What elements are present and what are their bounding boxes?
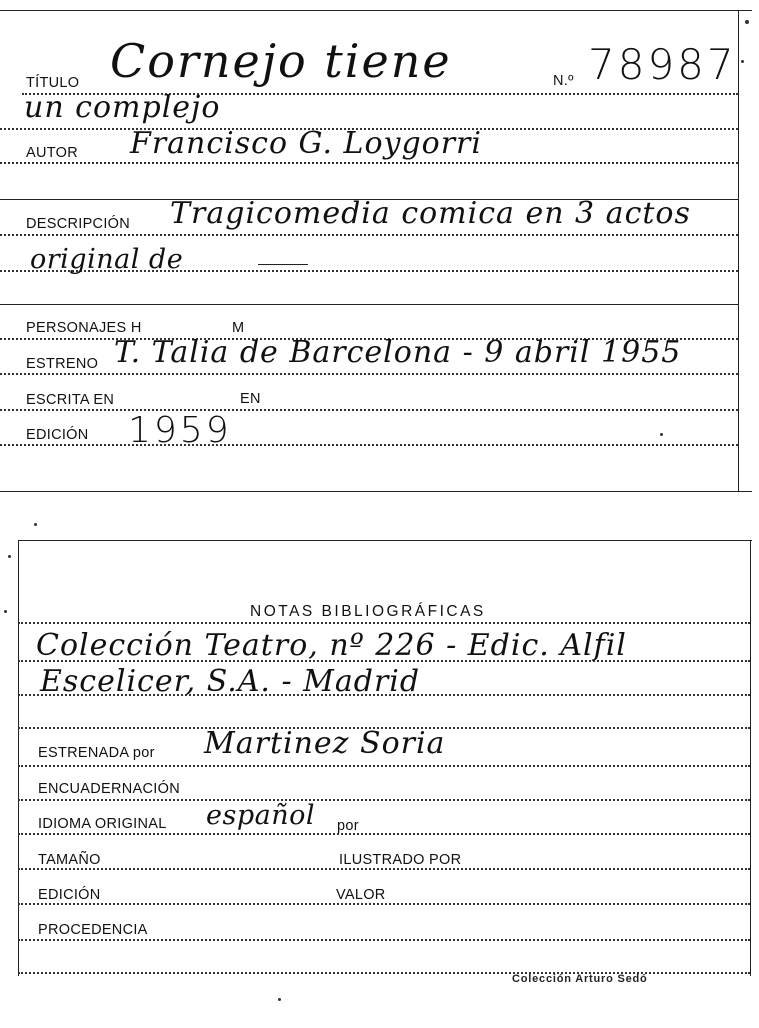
idioma-label: IDIOMA ORIGINAL — [38, 816, 167, 832]
estreno-value: T. Talia de Barcelona - 9 abril 1955 — [114, 335, 682, 370]
rule-line — [0, 162, 738, 164]
escrita-en-label: EN — [240, 391, 261, 407]
notas-line-1: Colección Teatro, nº 226 - Edic. Alfil — [36, 628, 627, 663]
notas-heading: NOTAS BIBLIOGRÁFICAS — [250, 603, 486, 620]
procedencia-label: PROCEDENCIA — [38, 922, 148, 938]
autor-label: AUTOR — [26, 145, 78, 161]
edicion-value: 1959 — [128, 410, 232, 451]
idioma-value: español — [206, 800, 315, 831]
scan-speck — [34, 523, 37, 526]
scan-speck — [745, 20, 749, 24]
card-top-edge — [0, 10, 752, 11]
descripcion-label: DESCRIPCIÓN — [26, 216, 131, 232]
numero-label: N.º — [553, 73, 574, 89]
valor-label: VALOR — [336, 887, 386, 903]
scan-speck — [741, 60, 744, 63]
edicion-label-bottom: EDICIÓN — [38, 887, 101, 903]
rule-line — [18, 939, 750, 941]
estrenada-value: Martinez Soria — [204, 726, 446, 761]
scan-speck — [278, 998, 281, 1001]
rule-line — [18, 799, 750, 801]
notas-line-2: Escelicer, S.A. - Madrid — [40, 664, 421, 699]
personajes-m-label: M — [232, 320, 245, 336]
autor-value: Francisco G. Loygorri — [130, 126, 482, 161]
card-right-edge — [750, 540, 751, 976]
card-top-edge — [18, 540, 752, 541]
escrita-label: ESCRITA EN — [26, 392, 115, 408]
rule-line — [0, 373, 738, 375]
card-right-edge — [738, 10, 739, 492]
rule-line — [0, 444, 738, 446]
descripcion-continuation: original de — [30, 244, 184, 275]
titulo-continuation: un complejo — [24, 90, 221, 125]
personajes-label: PERSONAJES H — [26, 320, 142, 336]
rule-line — [18, 833, 750, 835]
edicion-label: EDICIÓN — [26, 427, 89, 443]
estrenada-label: ESTRENADA por — [38, 745, 155, 761]
titulo-label: TÍTULO — [26, 75, 80, 91]
scan-speck — [8, 555, 11, 558]
rule-line — [18, 622, 750, 624]
rule-line — [0, 304, 738, 305]
collection-credit: Colección Arturo Sedó — [512, 973, 648, 985]
descripcion-value: Tragicomedia comica en 3 actos — [170, 196, 691, 231]
card-left-edge — [18, 540, 19, 976]
scan-speck — [660, 433, 663, 436]
rule-line — [18, 765, 750, 767]
rule-line — [0, 409, 738, 411]
rule-line — [18, 868, 750, 870]
titulo-value: Cornejo tiene — [110, 34, 452, 88]
tamano-label: TAMAÑO — [38, 852, 101, 868]
idioma-por-label: por — [337, 818, 359, 834]
card-bottom-edge — [0, 491, 752, 492]
rule-line — [18, 903, 750, 905]
rule-line — [0, 234, 738, 236]
dash-stroke — [258, 264, 308, 265]
encuadernacion-label: ENCUADERNACIÓN — [38, 781, 180, 797]
ilustrado-label: ILUSTRADO POR — [339, 852, 462, 868]
estreno-label: ESTRENO — [26, 356, 99, 372]
scan-speck — [4, 610, 7, 613]
numero-value: 78987 — [588, 40, 737, 89]
